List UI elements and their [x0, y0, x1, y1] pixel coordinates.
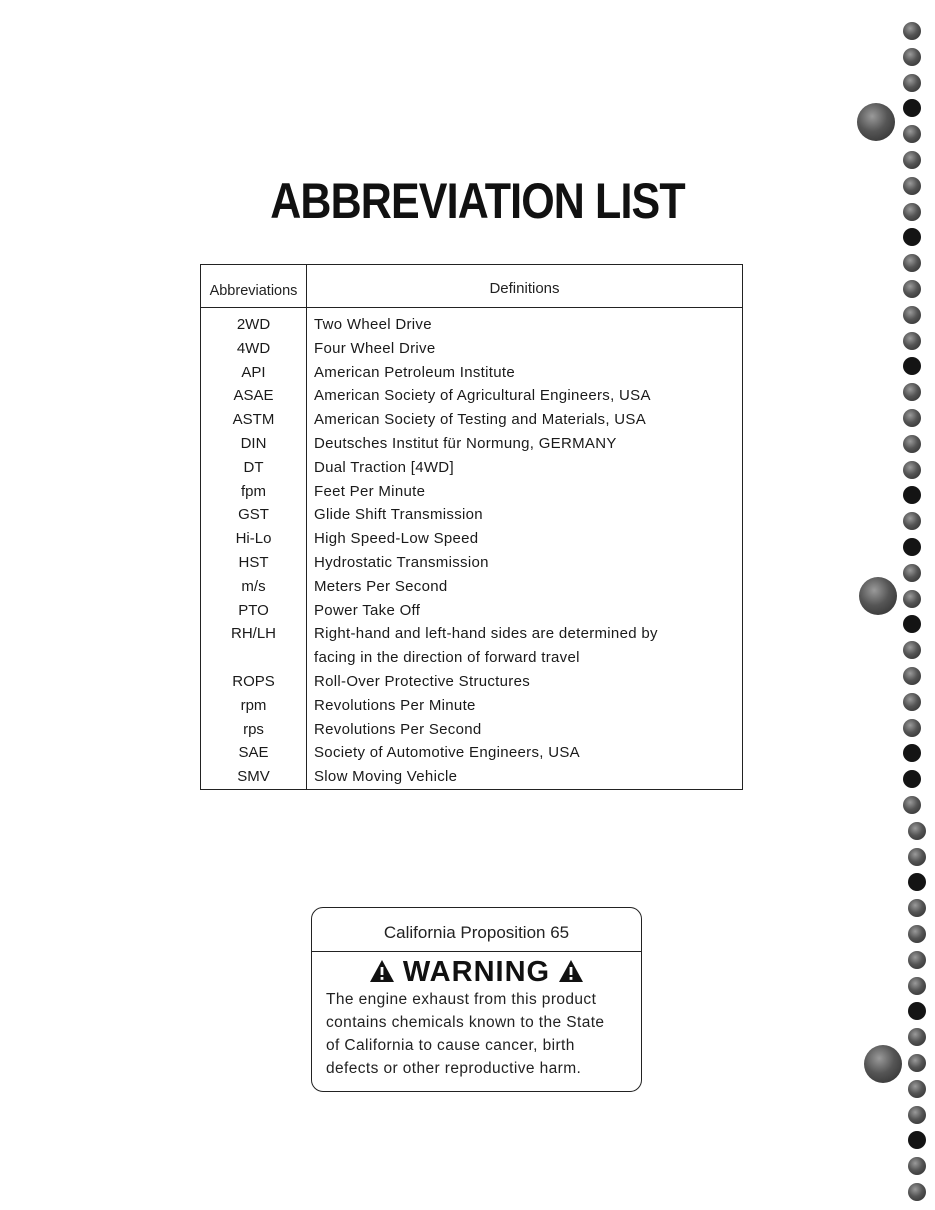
warning-label: WARNING: [402, 956, 551, 988]
header-divider: [201, 307, 742, 308]
abbreviation-cell: rps: [243, 720, 264, 738]
binding-hole: [908, 1080, 926, 1098]
binding-hole: [908, 873, 926, 891]
binding-hole-large: [864, 1045, 902, 1083]
binding-hole: [908, 1131, 926, 1149]
definition-cell: Four Wheel Drive: [314, 339, 436, 357]
abbreviation-cell: rpm: [240, 696, 267, 714]
abbreviation-cell: API: [241, 363, 266, 381]
definition-cell: American Petroleum Institute: [314, 363, 515, 381]
binding-hole: [903, 48, 921, 66]
warning-text-line: defects or other reproductive harm.: [326, 1060, 582, 1077]
binding-hole: [903, 615, 921, 633]
binding-hole: [908, 1183, 926, 1201]
abbreviation-cell: fpm: [240, 482, 266, 500]
binding-hole: [908, 951, 926, 969]
binding-hole: [903, 796, 921, 814]
page-title: ABBREVIATION LIST: [270, 173, 685, 229]
abbreviation-cell: m/s: [241, 577, 266, 595]
binding-hole-large: [857, 103, 895, 141]
warning-text: [326, 988, 631, 1080]
definition-cell: Deutsches Institut für Normung, GERMANY: [314, 435, 617, 452]
abbreviation-cell: SMV: [237, 768, 270, 786]
definition-cell: Society of Automotive Engineers, USA: [314, 744, 580, 762]
abbreviation-cell: ASAE: [233, 387, 274, 405]
warning-text-line: The engine exhaust from this product: [326, 991, 597, 1008]
binding-hole: [903, 435, 921, 453]
binding-hole: [903, 74, 921, 92]
definition-cell: Hydrostatic Transmission: [314, 554, 489, 571]
binding-hole: [903, 590, 921, 608]
definition-cell: American Society of Testing and Materials, USA: [314, 411, 647, 429]
binding-hole: [903, 332, 921, 350]
binding-hole: [903, 693, 921, 711]
definition-cell: High Speed-Low Speed: [314, 530, 479, 548]
binding-hole: [903, 486, 921, 504]
abbreviation-cell: Hi-Lo: [235, 530, 272, 548]
definition-cell: Two Wheel Drive: [314, 316, 432, 333]
abbreviation-cell: ROPS: [232, 673, 275, 690]
warning-label-row: [312, 956, 641, 989]
binding-hole: [903, 203, 921, 221]
binding-hole: [903, 667, 921, 685]
definition-cell: Glide Shift Transmission: [314, 506, 483, 524]
binding-hole: [908, 822, 926, 840]
binding-hole: [908, 848, 926, 866]
definition-cell: Dual Traction [4WD]: [314, 458, 454, 476]
binding-hole-large: [859, 577, 897, 615]
abbreviation-cell: HST: [238, 554, 269, 571]
binding-hole: [903, 125, 921, 143]
warning-text-line: of California to cause cancer, birth: [326, 1037, 575, 1054]
definition-cell: Slow Moving Vehicle: [314, 768, 458, 786]
abbreviation-cell: DIN: [240, 435, 267, 452]
binding-hole: [903, 409, 921, 427]
warning-divider: [312, 951, 641, 952]
abbreviation-cell: SAE: [238, 744, 269, 762]
binding-hole: [903, 641, 921, 659]
column-header-definitions: Definitions: [489, 280, 560, 297]
binding-hole: [903, 744, 921, 762]
binding-hole: [903, 228, 921, 246]
binding-hole: [908, 1002, 926, 1020]
abbreviation-cell: GST: [238, 506, 269, 524]
abbreviation-table: [200, 264, 743, 790]
binding-hole: [908, 977, 926, 995]
definition-cell: Revolutions Per Minute: [314, 696, 476, 714]
binding-hole: [903, 770, 921, 788]
binding-hole: [903, 538, 921, 556]
binding-hole: [908, 925, 926, 943]
definition-cell: Feet Per Minute: [314, 482, 426, 500]
binding-hole: [908, 899, 926, 917]
binding-hole: [903, 99, 921, 117]
binding-hole: [903, 254, 921, 272]
binding-hole: [903, 151, 921, 169]
definition-cell: Right-hand and left-hand sides are determined by: [314, 625, 658, 643]
prop65-warning-box: [311, 907, 642, 1092]
definition-cell: facing in the direction of forward travel: [314, 649, 580, 667]
warning-text-line: contains chemicals known to the State: [326, 1014, 605, 1031]
warning-heading: California Proposition 65: [383, 923, 570, 942]
binding-hole: [903, 306, 921, 324]
definition-cell: Roll-Over Protective Structures: [314, 673, 531, 690]
binding-hole: [903, 512, 921, 530]
column-header-abbreviations: Abbreviations: [209, 283, 298, 299]
definition-cell: American Society of Agricultural Engineers, USA: [314, 387, 651, 405]
warning-triangle-icon: [369, 959, 395, 983]
binding-hole: [903, 564, 921, 582]
binding-hole: [903, 357, 921, 375]
warning-triangle-icon: [558, 959, 584, 983]
abbreviation-cell: PTO: [238, 601, 269, 619]
binding-hole: [908, 1157, 926, 1175]
abbreviation-cell: 4WD: [236, 339, 271, 357]
binding-hole: [908, 1028, 926, 1046]
abbreviation-cell: ASTM: [232, 411, 275, 429]
definition-cell: Revolutions Per Second: [314, 720, 482, 738]
binding-hole: [903, 461, 921, 479]
abbreviation-cell: DT: [243, 458, 264, 476]
definition-cell: Power Take Off: [314, 601, 421, 619]
binding-hole: [903, 383, 921, 401]
abbreviation-cell: RH/LH: [230, 625, 276, 643]
column-divider: [306, 265, 307, 789]
binding-hole: [908, 1054, 926, 1072]
binding-hole: [903, 177, 921, 195]
definition-cell: Meters Per Second: [314, 577, 448, 595]
binding-hole: [903, 22, 921, 40]
binding-hole: [903, 719, 921, 737]
abbreviation-cell: 2WD: [236, 316, 271, 333]
binding-hole: [908, 1106, 926, 1124]
binding-hole: [903, 280, 921, 298]
